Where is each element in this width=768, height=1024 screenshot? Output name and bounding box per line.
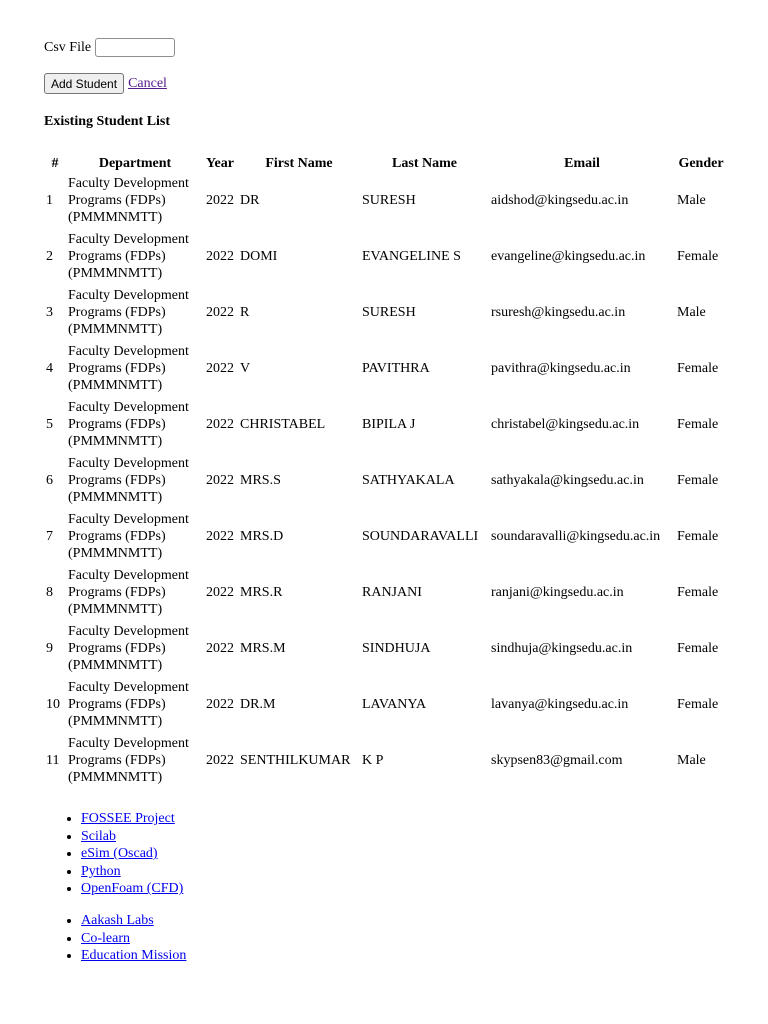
footer-links-primary — [0, 810, 183, 898]
col-header-first-name: First Name — [265, 156, 333, 171]
cell-department: Faculty Development Programs (FDPs) (PMMMNMTT) — [68, 231, 189, 281]
footer-links-secondary — [0, 912, 186, 965]
cell-first-name: DR — [240, 192, 260, 208]
cell-num: 9 — [46, 640, 53, 656]
cell-department: Faculty Development Programs (FDPs) (PMMMNMTT) — [68, 287, 189, 337]
cell-gender: Female — [677, 472, 719, 488]
cell-year: 2022 — [206, 472, 234, 488]
table-row — [44, 340, 727, 396]
cell-department: Faculty Development Programs (FDPs) (PMMMNMTT) — [68, 399, 189, 449]
footer-link-item — [81, 828, 183, 846]
cell-email: sindhuja@kingsedu.ac.in — [491, 640, 633, 656]
cell-department: Faculty Development Programs (FDPs) (PMMMNMTT) — [68, 343, 189, 393]
table-row — [44, 676, 727, 732]
table-row — [44, 284, 727, 340]
cell-email: christabel@kingsedu.ac.in — [491, 416, 640, 432]
cell-department: Faculty Development Programs (FDPs) (PMMMNMTT) — [68, 511, 189, 561]
table-row — [44, 732, 727, 788]
cell-email: skypsen83@gmail.com — [491, 752, 623, 768]
cell-first-name: SENTHILKUMAR — [240, 752, 351, 768]
cell-gender: Female — [677, 416, 719, 432]
col-header-department: Department — [98, 156, 172, 171]
footer-link-item — [81, 880, 183, 898]
cell-department: Faculty Development Programs (FDPs) (PMMMNMTT) — [68, 735, 189, 785]
col-header-email: Email — [564, 156, 600, 171]
cell-num: 11 — [46, 752, 60, 768]
footer-link-item — [81, 930, 186, 948]
cell-year: 2022 — [206, 584, 234, 600]
col-header-year: Year — [206, 156, 234, 171]
cell-num: 2 — [46, 248, 53, 264]
cell-last-name: K P — [362, 752, 384, 768]
table-row — [44, 452, 727, 508]
col-header-num: # — [51, 156, 59, 171]
cell-first-name: R — [240, 304, 250, 320]
cell-last-name: SATHYAKALA — [362, 472, 455, 488]
footer-link[interactable]: Education Mission — [81, 948, 187, 964]
cell-year: 2022 — [206, 360, 234, 376]
footer-link[interactable]: FOSSEE Project — [81, 811, 175, 826]
table-row — [44, 396, 727, 452]
cell-first-name: MRS.D — [240, 528, 284, 544]
table-row — [44, 172, 727, 228]
add-student-button[interactable]: Add Student — [44, 73, 124, 94]
cell-year: 2022 — [206, 304, 234, 320]
cell-last-name: SURESH — [362, 192, 416, 208]
cell-year: 2022 — [206, 248, 234, 264]
cell-last-name: RANJANI — [362, 584, 422, 600]
cell-first-name: MRS.S — [240, 472, 281, 488]
cell-num: 7 — [46, 528, 53, 544]
cell-year: 2022 — [206, 640, 234, 656]
csv-file-input[interactable] — [95, 38, 175, 57]
student-table — [44, 155, 727, 788]
cell-gender: Male — [677, 304, 706, 320]
cell-gender: Female — [677, 640, 719, 656]
cell-department: Faculty Development Programs (FDPs) (PMMMNMTT) — [68, 623, 189, 673]
footer-link[interactable]: OpenFoam (CFD) — [81, 881, 184, 897]
cell-last-name: SINDHUJA — [362, 640, 431, 656]
cell-first-name: MRS.R — [240, 584, 283, 600]
footer-link[interactable]: Aakash Labs — [81, 913, 154, 928]
cell-first-name: DR.M — [240, 696, 276, 712]
cell-gender: Female — [677, 584, 719, 600]
cell-year: 2022 — [206, 416, 234, 432]
cell-num: 1 — [46, 192, 53, 208]
footer-link[interactable]: Co-learn — [81, 930, 130, 946]
cell-gender: Female — [677, 248, 719, 264]
footer-link[interactable]: Python — [81, 863, 121, 879]
cell-num: 3 — [46, 304, 53, 320]
cell-last-name: SURESH — [362, 304, 416, 320]
cell-gender: Male — [677, 752, 706, 768]
footer-link-item — [81, 863, 183, 881]
cell-first-name: MRS.M — [240, 640, 286, 656]
cell-email: evangeline@kingsedu.ac.in — [491, 248, 646, 264]
cell-last-name: EVANGELINE S — [362, 248, 461, 264]
cell-department: Faculty Development Programs (FDPs) (PMMMNMTT) — [68, 679, 189, 729]
cell-num: 10 — [46, 696, 60, 712]
footer-link-item — [81, 845, 183, 863]
cell-first-name: V — [240, 360, 251, 376]
cell-email: ranjani@kingsedu.ac.in — [491, 584, 624, 600]
footer-link[interactable]: Scilab — [81, 828, 116, 844]
table-row — [44, 228, 727, 284]
footer-link[interactable]: eSim (Oscad) — [81, 846, 158, 862]
cell-email: soundaravalli@kingsedu.ac.in — [491, 528, 661, 544]
cell-last-name: SOUNDARAVALLI — [362, 528, 479, 544]
table-row — [44, 564, 727, 620]
cell-email: aidshod@kingsedu.ac.in — [491, 192, 629, 208]
cell-email: rsuresh@kingsedu.ac.in — [491, 304, 626, 320]
cell-department: Faculty Development Programs (FDPs) (PMMMNMTT) — [68, 567, 189, 617]
csv-upload-row — [44, 37, 175, 58]
form-actions — [44, 73, 167, 94]
cell-gender: Female — [677, 360, 719, 376]
footer-link-item — [81, 912, 186, 930]
table-row — [44, 508, 727, 564]
cell-num: 8 — [46, 584, 53, 600]
cell-last-name: BIPILA J — [362, 416, 416, 432]
cell-year: 2022 — [206, 192, 234, 208]
cell-year: 2022 — [206, 752, 234, 768]
cell-email: pavithra@kingsedu.ac.in — [491, 360, 631, 376]
cell-email: sathyakala@kingsedu.ac.in — [491, 472, 644, 488]
col-header-gender: Gender — [678, 156, 724, 171]
table-header-row — [44, 155, 727, 172]
cell-gender: Female — [677, 696, 719, 712]
cell-num: 6 — [46, 472, 53, 488]
cell-year: 2022 — [206, 528, 234, 544]
cell-last-name: LAVANYA — [362, 696, 427, 712]
cell-num: 4 — [46, 360, 53, 376]
footer-link-item — [81, 947, 186, 965]
cell-department: Faculty Development Programs (FDPs) (PMMMNMTT) — [68, 175, 189, 225]
cell-first-name: CHRISTABEL — [240, 416, 326, 432]
footer-link-item — [81, 810, 183, 828]
cell-last-name: PAVITHRA — [362, 360, 430, 376]
student-list-heading: Existing Student List — [44, 114, 171, 129]
col-header-last-name: Last Name — [392, 156, 457, 171]
csv-file-label: Csv File — [44, 39, 92, 55]
cell-first-name: DOMI — [240, 248, 278, 264]
cell-num: 5 — [46, 416, 53, 432]
cell-email: lavanya@kingsedu.ac.in — [491, 696, 629, 712]
table-row — [44, 620, 727, 676]
cell-department: Faculty Development Programs (FDPs) (PMMMNMTT) — [68, 455, 189, 505]
cell-gender: Female — [677, 528, 719, 544]
cancel-link[interactable]: Cancel — [128, 75, 167, 91]
cell-gender: Male — [677, 192, 706, 208]
cell-year: 2022 — [206, 696, 234, 712]
